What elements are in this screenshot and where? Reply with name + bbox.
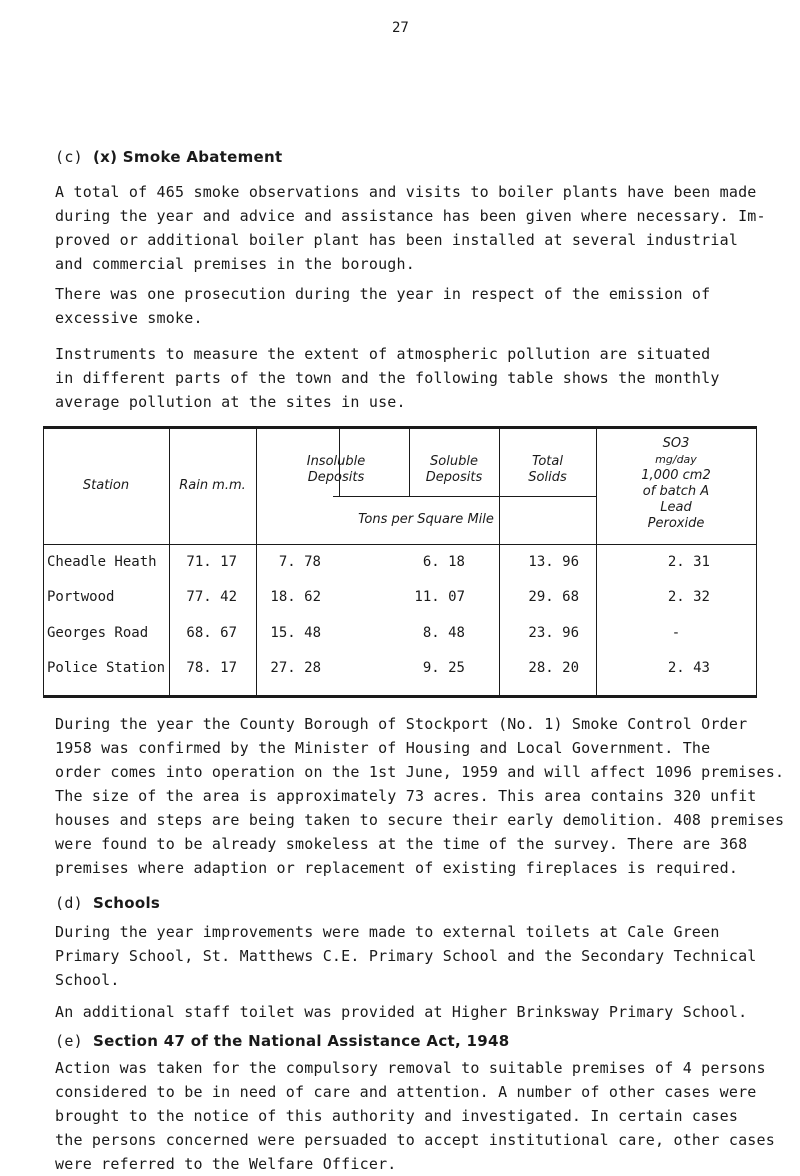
section-tag: (c) [55,148,83,166]
section-title: (x) Smoke Abatement [93,148,283,166]
header-line: Solids [528,470,567,485]
table-rule [43,426,44,698]
text-line: in different parts of the town and the following table shows the monthly [55,369,720,387]
cell-so3: 2. 32 [667,589,710,605]
cell-station: Georges Road [47,625,149,641]
text-line: Primary School, St. Matthews C.E. Primary School and the Secondary Technical [55,947,757,965]
text-line: There was one prosecution during the year in respect of the emission of [55,285,711,303]
cell-soluble: 8. 48 [422,625,465,641]
table-rule [43,695,757,698]
section-tag: (d) [55,894,83,912]
cell-insoluble: 15. 48 [270,625,321,641]
section-47-heading [55,1032,509,1050]
header-total [499,454,596,486]
header-insoluble [256,454,416,486]
text-line: brought to the notice of this authority and investigated. In certain cases [55,1107,739,1125]
cell-soluble: 11. 07 [414,589,465,605]
text-line: School. [55,971,120,989]
header-line: Deposits [307,470,365,485]
section-title: Schools [93,894,161,912]
smoke-abatement-heading [55,148,282,166]
cell-station: Portwood [47,589,115,605]
pollution-table [43,426,757,698]
text-line: were found to be already smokeless at the time of the survey. There are 368 [55,835,748,853]
cell-insoluble: 27. 28 [270,660,321,676]
header-line: Deposits [425,470,483,485]
text-line: During the year the County Borough of Stockport (No. 1) Smoke Control Order [55,715,748,733]
header-so3 [596,436,756,532]
header-line: 1,000 cm2 [641,468,711,483]
smoke-control-order-paragraph [55,712,784,880]
table-rule [333,496,596,497]
header-rain: Rain m.m. [179,478,246,493]
header-line: Peroxide [647,516,705,531]
cell-rain: 71. 17 [186,554,237,570]
cell-total: 29. 68 [528,589,579,605]
cell-total: 13. 96 [528,554,579,570]
smoke-paragraph-3 [55,342,720,414]
cell-insoluble: 18. 62 [270,589,321,605]
header-soluble [409,454,499,486]
header-units: Tons per Square Mile [358,512,494,527]
header-line: Soluble [430,454,478,469]
cell-so3: 2. 31 [667,554,710,570]
cell-rain: 68. 67 [186,625,237,641]
section-title: Section 47 of the National Assistance Act, 1948 [93,1032,510,1050]
cell-soluble: 9. 25 [422,660,465,676]
text-line: A total of 465 smoke observations and visits to boiler plants have been made [55,183,757,201]
cell-total: 23. 96 [528,625,579,641]
section-47-paragraph [55,1056,775,1176]
header-line: of batch A [642,484,710,499]
smoke-paragraph-2 [55,282,710,330]
cell-soluble: 6. 18 [422,554,465,570]
text-line: During the year improvements were made to external toilets at Cale Green [55,923,720,941]
section-tag: (e) [55,1032,83,1050]
text-line: order comes into operation on the 1st June, 1959 and will affect 1096 premises. [55,763,785,781]
header-line: Total [532,454,563,469]
cell-so3: - [671,625,681,641]
header-line: mg/day [655,453,697,466]
text-line: excessive smoke. [55,309,203,327]
text-line: considered to be in need of care and attention. A number of other cases were [55,1083,757,1101]
header-line: Insoluble [306,454,366,469]
text-line: average pollution at the sites in use. [55,393,406,411]
header-station: Station [82,478,130,493]
schools-paragraph-1 [55,920,757,992]
text-line: Instruments to measure the extent of atmospheric pollution are situated [55,345,711,363]
text-line: 1958 was confirmed by the Minister of Housing and Local Government. The [55,739,711,757]
cell-rain: 77. 42 [186,589,237,605]
cell-total: 28. 20 [528,660,579,676]
table-rule [756,426,757,698]
text-line: The size of the area is approximately 73 acres. This area contains 320 unfit [55,787,757,805]
table-rule [43,426,757,429]
text-line: An additional staff toilet was provided at Higher Brinksway Primary School. [55,1003,748,1021]
text-line: during the year and advice and assistance has been given where necessary. Im- [55,207,766,225]
cell-rain: 78. 17 [186,660,237,676]
text-line: the persons concerned were persuaded to accept institutional care, other cases [55,1131,775,1149]
text-line: houses and steps are being taken to secure their early demolition. 408 premises [55,811,785,829]
cell-station: Cheadle Heath [47,554,157,570]
cell-insoluble: 7. 78 [278,554,321,570]
page-number: 27 [392,20,409,36]
text-line: proved or additional boiler plant has been installed at several industrial [55,231,739,249]
text-line: premises where adaption or replacement of existing fireplaces is required. [55,859,739,877]
text-line: and commercial premises in the borough. [55,255,415,273]
cell-station: Police Station [47,660,166,676]
header-line: SO3 [662,436,690,451]
cell-so3: 2. 43 [667,660,710,676]
text-line: Action was taken for the compulsory removal to suitable premises of 4 persons [55,1059,766,1077]
header-line: Lead [660,500,692,515]
schools-paragraph-2 [55,1000,747,1024]
smoke-paragraph-1 [55,180,766,276]
schools-heading [55,894,160,912]
table-rule [43,544,757,545]
text-line: were referred to the Welfare Officer. [55,1155,397,1173]
